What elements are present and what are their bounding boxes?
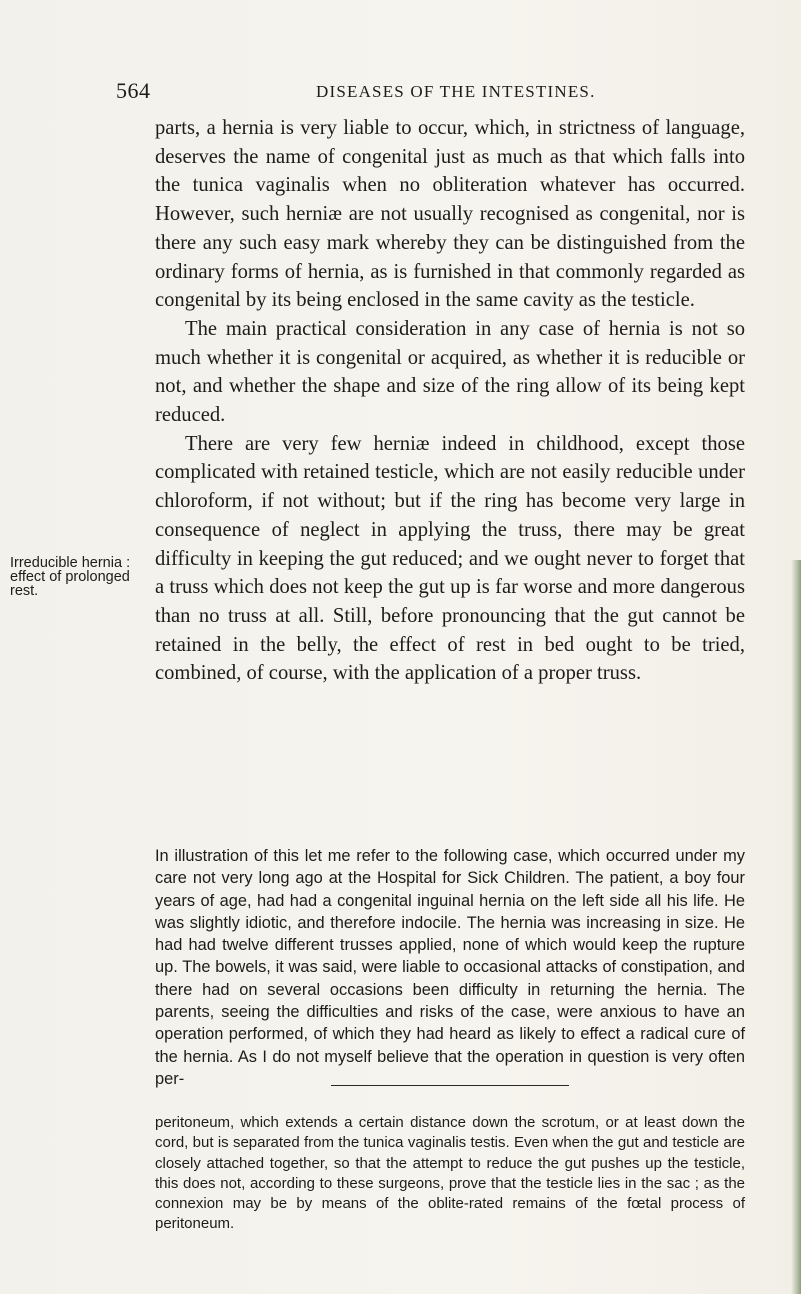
paragraph-3: There are very few herniæ indeed in childhood, except those complicated with retained testicle, which are not easily reducible under chloroform, if not without; but if the ring has become very large in consequence of neglect in applying the truss, there may be great difficulty in keeping the gut reduced; and we ought never to forget that a truss which does not keep the gut up is far worse and more dangerous than no truss at all. Still, before pronouncing that the gut cannot be retained in the belly, the effect of rest in bed ought to be tried, combined, of course, with the application of a proper truss. xyxy=(155,432,745,685)
page-edge-shadow xyxy=(791,560,801,1294)
running-title: DISEASES OF THE INTESTINES. xyxy=(316,82,596,101)
paragraph-1: parts, a hernia is very liable to occur, which, in strictness of language, deserves the name of congenital just as much as that which falls into the tunica vaginalis when no obliteration whatever has occurred. However, such herniæ are not usually recognised as congenital, nor is there any such easy mark whereby they can be distinguished from the ordinary forms of hernia, as is furnished in that commonly regarded as congenital by its being enclosed in the same cavity as the testicle. xyxy=(155,117,745,312)
footnote: peritoneum, which extends a certain distance down the scrotum, or at least down the cord, but is separated from the tunica vaginalis testis. Even when the gut and testicle are closely attached together, so that the attempt to reduce the gut pushes up the testicle, this does not, according to these surgeons, prove that the testicle lies in the sac ; as the connexion may be by means of the oblite-rated remains of the fœtal process of peritoneum. xyxy=(155,1114,745,1233)
paragraph-2: The main practical consideration in any case of hernia is not so much whether it is congenital or acquired, as whether it is reducible or not, and whether the shape and size of the ring allow of its being kept reduced. xyxy=(155,317,745,427)
running-head xyxy=(116,78,746,108)
main-text xyxy=(155,114,745,688)
margin-note: Irreducible hernia : effect of prolonged rest. xyxy=(10,555,131,599)
page-number: 564 xyxy=(116,78,151,103)
footnote-rule xyxy=(331,1085,569,1086)
case-illustration: In illustration of this let me refer to the following case, which occurred under my care not very long ago at the Hospital for Sick Children. The patient, a boy four years of age, had had a congenital inguinal hernia on the left side all his life. He was slightly idiotic, and therefore indocile. The hernia was increasing in size. He had had twelve different trusses applied, none of which would keep the rupture up. The bowels, it was said, were liable to occasional attacks of constipation, and there had on several occasions been difficulty in returning the hernia. The parents, seeing the difficulties and risks of the case, were anxious to have an operation performed, of which they had heard as likely to effect a radical cure of the hernia. As I do not myself believe that the operation in question is very often per- xyxy=(155,847,745,1088)
